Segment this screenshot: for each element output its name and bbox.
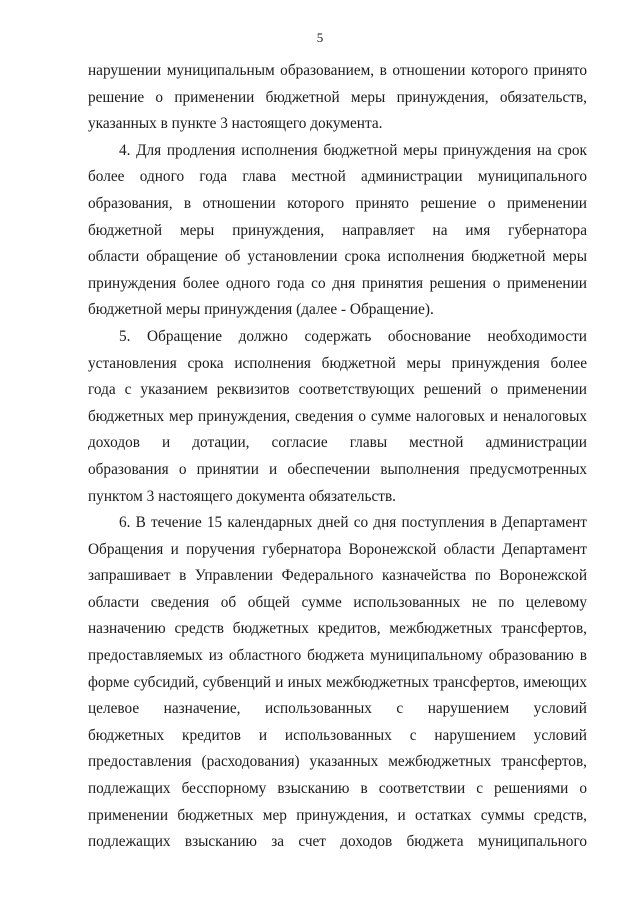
paragraph xyxy=(88,138,587,324)
paragraph xyxy=(88,324,587,510)
text-line: предоставления (расходования) указанных межбюджетных трансфертов, xyxy=(88,753,587,771)
text-line: принуждения более одного года со дня принятия решения о применении xyxy=(88,274,587,292)
text-line: решение о применении бюджетной меры принуждения, обязательств, xyxy=(88,88,587,106)
text-line: бюджетных кредитов и использованных с нарушением условий xyxy=(88,726,587,744)
text-line: подлежащих взысканию за счет доходов бюджета муниципального xyxy=(88,833,587,851)
text-line: пунктом 3 настоящего документа обязательств. xyxy=(88,487,397,505)
text-line: применении бюджетных мер принуждения, и остатках суммы средств, xyxy=(88,806,587,824)
text-line: подлежащих бесспорному взысканию в соответствии с решениями о xyxy=(88,780,587,798)
text-line: более одного года глава местной администрации муниципального xyxy=(88,168,587,186)
text-line: образования о принятии и обеспечении выполнения предусмотренных xyxy=(88,460,587,478)
text-line: 5. Обращение должно содержать обоснование необходимости xyxy=(119,327,587,345)
text-line: года с указанием реквизитов соответствующих решений о применении xyxy=(88,381,587,399)
text-line: бюджетной меры принуждения (далее - Обращение). xyxy=(88,301,434,319)
text-line: доходов и дотации, согласие главы местной администрации xyxy=(88,434,587,452)
paragraph xyxy=(88,58,587,138)
document-body xyxy=(88,58,587,856)
paragraph xyxy=(88,510,587,856)
text-line: целевое назначение, использованных с нарушением условий xyxy=(88,700,587,718)
text-line: области обращение об установлении срока исполнения бюджетной меры xyxy=(88,248,587,266)
text-line: образования, в отношении которого принято решение о применении xyxy=(88,194,587,212)
text-line: Обращения и поручения губернатора Воронежской области Департамент xyxy=(88,540,587,558)
text-line: бюджетных мер принуждения, сведения о сумме налоговых и неналоговых xyxy=(88,407,587,425)
text-line: указанных в пункте 3 настоящего документа. xyxy=(88,115,383,133)
text-line: форме субсидий, субвенций и иных межбюджетных трансфертов, имеющих xyxy=(88,673,587,691)
text-line: 4. Для продления исполнения бюджетной меры принуждения на срок xyxy=(119,141,587,159)
text-line: 6. В течение 15 календарных дней со дня поступления в Департамент xyxy=(119,514,587,532)
text-line: области сведения об общей сумме использованных не по целевому xyxy=(88,593,587,611)
text-line: бюджетной меры принуждения, направляет на имя губернатора xyxy=(88,221,587,239)
text-line: установления срока исполнения бюджетной меры принуждения более xyxy=(88,354,587,372)
text-line: предоставляемых из областного бюджета муниципальному образованию в xyxy=(88,647,587,665)
page-number: 5 xyxy=(316,30,324,45)
text-line: нарушении муниципальным образованием, в отношении которого принято xyxy=(88,62,587,79)
text-line: назначению средств бюджетных кредитов, межбюджетных трансфертов, xyxy=(88,620,587,638)
text-line: запрашивает в Управлении Федерального казначейства по Воронежской xyxy=(88,567,587,585)
